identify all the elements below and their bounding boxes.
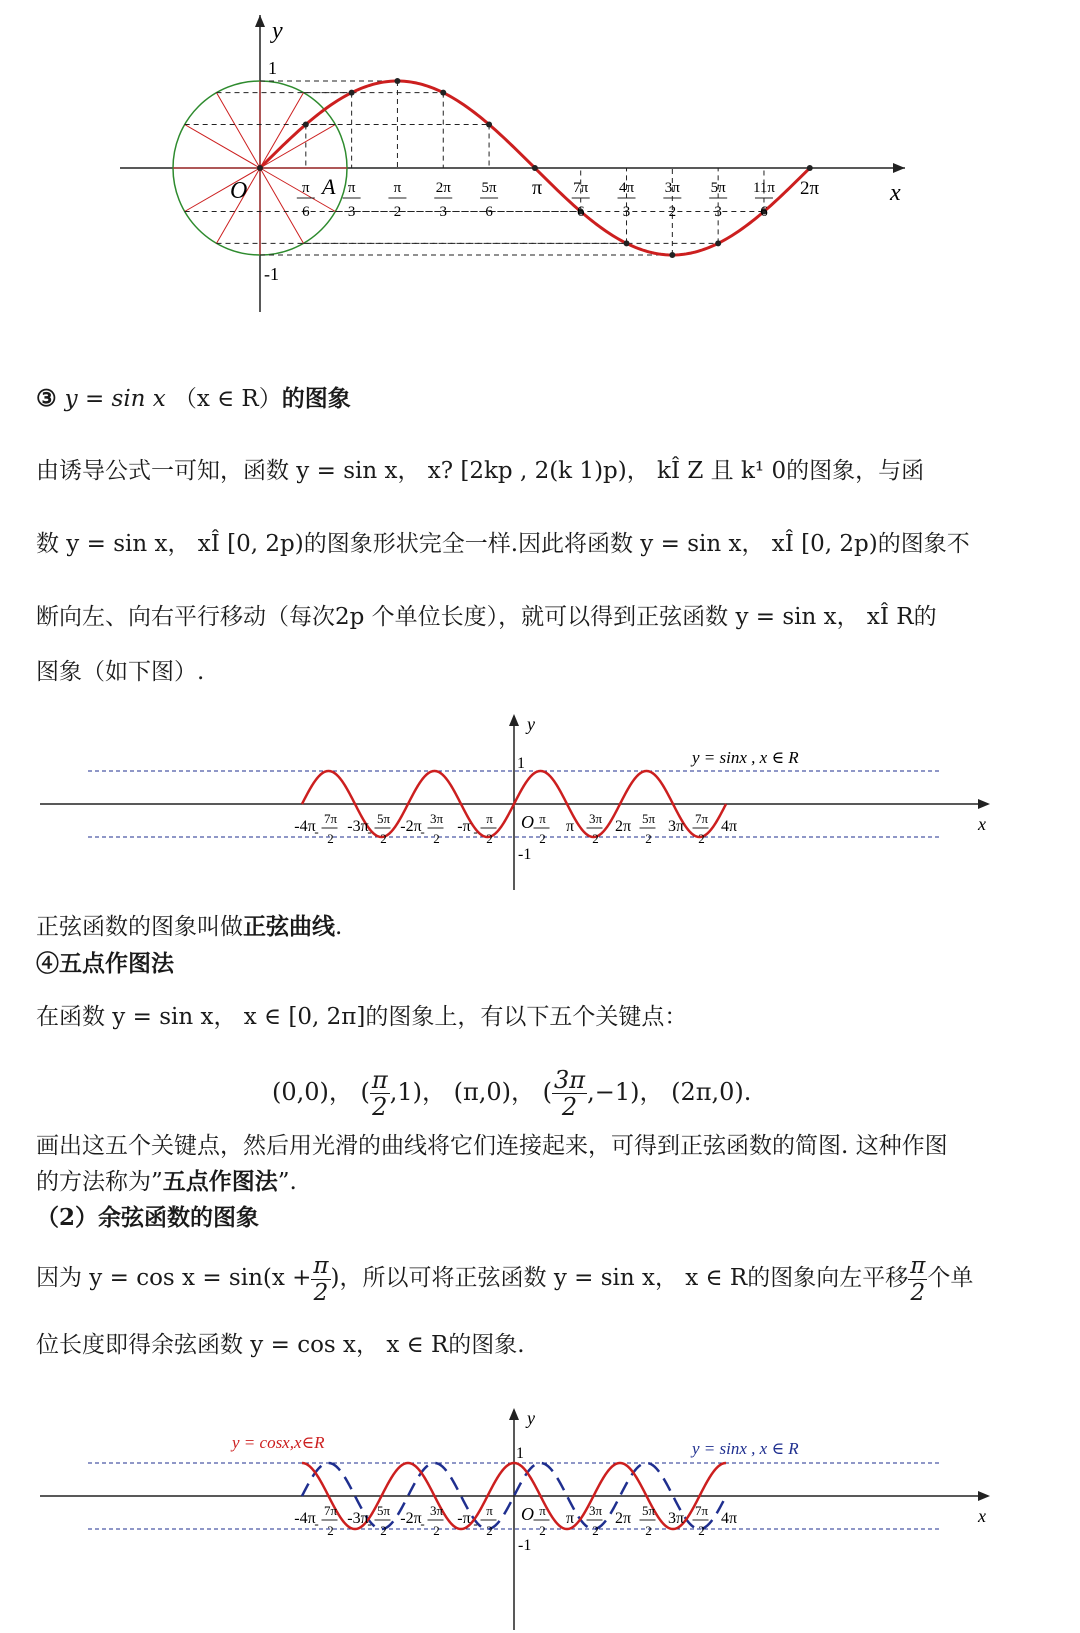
fig3-tick-den: 2 (645, 1523, 652, 1538)
fig3-tick-sign: - (473, 1516, 478, 1531)
fig2-tick-int: 2π (614, 818, 632, 835)
fig3-tick-den: 2 (698, 1523, 705, 1538)
fig1-tick-den: 6 (576, 204, 585, 220)
section3-suffix: 的图象 (281, 385, 351, 412)
fig3-tick-int: 4π (720, 1510, 738, 1527)
fig3-tick-den: 2 (327, 1523, 334, 1538)
fig2-tick-int: 3π (667, 818, 685, 835)
fig1-tick-den: 3 (714, 204, 722, 220)
fig2-tick-sign: - (314, 824, 319, 839)
fig2-y-label: y (527, 714, 535, 734)
curve-note-suffix: . (335, 914, 343, 940)
fig1-tick-den: 6 (760, 204, 768, 220)
fig2-tick-int: π (565, 818, 575, 835)
fig2-tick-int: -2π (400, 818, 422, 835)
fig2-tick-sign: - (367, 824, 372, 839)
fig2-tick-den: 2 (592, 831, 599, 846)
fig2-tick-num: 7π (323, 811, 338, 826)
fig3-legend-sin: y = sinx , x ∈ R (692, 1439, 799, 1458)
sine-curve-figure (0, 706, 1080, 896)
fig2-x-arrow (978, 799, 990, 809)
para3-line2-bold: 五点作图法 (162, 1168, 278, 1195)
para2-line1: 在函数 y = sin x， x ∈ [0, 2π]的图象上，有以下五个关键点： (36, 1004, 688, 1030)
fig2-legend: y = sinx , x ∈ R (692, 748, 799, 767)
para4-fraction-1 (311, 1253, 330, 1306)
fig2-tick-den: 2 (380, 831, 387, 846)
section4-heading: ④五点作图法 (36, 950, 174, 977)
fig2-one-label: 1 (517, 755, 525, 772)
fig3-x-label: x (978, 1506, 986, 1526)
fig3-tick-sign: - (367, 1516, 372, 1531)
fig1-tick-den: 2 (668, 204, 677, 220)
section2-heading: （2）余弦函数的图象 (36, 1204, 260, 1231)
key-point-2-den: 2 (372, 1093, 388, 1121)
fig1-tick-den: 2 (393, 204, 402, 220)
fig1-tick-num: π (347, 180, 356, 196)
fig1-two-pi-label: 2π (800, 178, 820, 199)
curve-note (36, 912, 342, 942)
para4-line1-a: 因为 y = cos x = sin(x + (36, 1265, 312, 1291)
para4-fraction-1-num: π (313, 1252, 329, 1279)
fig1-curve-point (807, 165, 813, 171)
para4-line1-c: 个单 (927, 1265, 974, 1291)
fig2-y-arrow (509, 714, 519, 726)
fig1-origin-label: O (230, 178, 248, 204)
fig3-tick-num: 3π (588, 1503, 603, 1518)
fig3-tick-den: 2 (539, 1523, 546, 1538)
fig1-tick-den: 3 (622, 204, 631, 220)
fig1-curve-point (669, 252, 675, 258)
para4-fraction-2-den: 2 (910, 1279, 926, 1306)
fig3-tick-num: 5π (376, 1503, 391, 1518)
fig1-tick-num: 4π (618, 180, 635, 196)
key-point-4-fraction (552, 1067, 587, 1120)
para1-line4: 图象（如下图）. (36, 659, 205, 685)
fig3-tick-num: π (539, 1503, 546, 1518)
fig1-tick-den: 6 (485, 204, 493, 220)
fig1-point-a-label: A (322, 174, 336, 199)
para1-line3: 断向左、向右平行移动（每次2p 个单位长度），就可以得到正弦函数 y = sin x， xÎ R的 (36, 604, 937, 630)
curve-note-bold: 正弦曲线 (243, 913, 335, 940)
fig1-curve-point (715, 240, 721, 246)
fig1-curve-point (532, 165, 538, 171)
fig1-tick-num: π (302, 180, 310, 196)
fig3-tick-den: 2 (486, 1523, 493, 1538)
fig1-tick-den: 3 (439, 204, 448, 220)
fig1-y-label: y (272, 18, 283, 44)
fig2-tick-sign: - (420, 824, 425, 839)
fig2-tick-num: 3π (429, 811, 444, 826)
section3-formula: y = sin x (64, 386, 166, 412)
fig1-one-label: 1 (268, 58, 277, 78)
fig3-tick-int: π (565, 1510, 575, 1527)
curve-note-prefix: 正弦函数的图象叫做 (36, 914, 243, 940)
para4-line1-b: )，所以可将正弦函数 y = sin x， x ∈ R的图象向左平移 (330, 1265, 909, 1291)
fig1-tick-num: 5π (481, 180, 497, 196)
fig3-one-label: 1 (516, 1445, 524, 1462)
fig1-pi-label: π (532, 177, 543, 199)
fig2-origin-label: O (521, 812, 534, 832)
fig3-y-label: y (527, 1408, 535, 1428)
key-point-4-open: ( (542, 1078, 553, 1106)
para4-fraction-1-den: 2 (313, 1279, 329, 1306)
key-point-4-den: 2 (561, 1093, 578, 1121)
fig1-curve-point (440, 90, 446, 96)
fig1-radius (217, 93, 261, 168)
fig3-tick-int: 3π (667, 1510, 685, 1527)
fig1-curve-point (257, 165, 263, 171)
fig1-curve-point (349, 90, 355, 96)
section3-domain: （x ∈ R） (173, 386, 282, 412)
fig2-tick-int: 4π (720, 818, 738, 835)
fig3-tick-num: 3π (429, 1503, 444, 1518)
para1-line1: 由诱导公式一可知，函数 y = sin x， x? [2kp , 2(k 1)p)， kÎ Z 且 k¹ 0的图象，与函 (36, 458, 925, 484)
key-points (272, 1060, 751, 1124)
key-point-4-num: 3π (554, 1066, 586, 1094)
fig2-tick-num: 5π (376, 811, 391, 826)
fig3-tick-den: 2 (380, 1523, 387, 1538)
fig2-x-label: x (978, 814, 986, 834)
fig2-tick-den: 2 (539, 831, 546, 846)
para3-line2-suffix: ”. (277, 1169, 297, 1195)
fig1-tick-num: 5π (710, 180, 726, 196)
fig2-tick-num: 7π (694, 811, 709, 826)
fig3-tick-num: π (486, 1503, 493, 1518)
para3-line2 (36, 1167, 297, 1197)
fig3-origin-label: O (521, 1504, 534, 1524)
fig1-curve-point (394, 78, 400, 84)
fig1-tick-num: 7π (573, 180, 589, 196)
fig1-radius (260, 168, 304, 243)
fig1-curve-point (624, 240, 630, 246)
fig1-y-arrow (255, 15, 265, 27)
fig2-tick-den: 2 (433, 831, 440, 846)
fig3-legend-cos: y = cosx,x∈R (232, 1433, 325, 1452)
fig1-x-arrow (893, 163, 905, 173)
fig1-neg-one-label: -1 (264, 264, 279, 284)
fig3-tick-num: 5π (641, 1503, 656, 1518)
para4-fraction-2 (908, 1253, 927, 1306)
fig2-tick-den: 2 (327, 831, 334, 846)
section3-number: ③ (36, 385, 57, 412)
para3-line2-prefix: 的方法称为” (36, 1169, 163, 1195)
fig2-tick-den: 2 (645, 831, 652, 846)
fig1-tick-den: 6 (302, 204, 310, 220)
fig3-tick-sign: - (420, 1516, 425, 1531)
key-point-2-num: π (371, 1066, 388, 1094)
fig2-tick-num: π (486, 811, 493, 826)
fig1-tick-den: 3 (347, 204, 356, 220)
fig2-tick-sign: - (473, 824, 478, 839)
key-point-1: (0,0)， (272, 1078, 353, 1106)
fig2-tick-int: -4π (294, 818, 316, 835)
unit-circle-sine-figure (0, 0, 1080, 330)
key-point-4-close: ,−1)， (587, 1078, 664, 1106)
fig1-x-label: x (890, 180, 901, 206)
fig3-neg-one-label: -1 (518, 1537, 532, 1554)
key-point-5: (2π,0). (671, 1078, 752, 1106)
fig2-tick-num: π (539, 811, 546, 826)
para3-line1: 画出这五个关键点，然后用光滑的曲线将它们连接起来，可得到正弦函数的简图. 这种作图 (36, 1133, 948, 1159)
fig2-tick-den: 2 (698, 831, 705, 846)
fig3-tick-int: -3π (347, 1510, 369, 1527)
fig2-tick-int: -3π (347, 818, 369, 835)
section3-heading (36, 384, 351, 414)
fig1-curve-point (303, 122, 309, 128)
fig3-tick-int: -π (457, 1510, 471, 1527)
fig1-tick-num: 2π (435, 180, 451, 196)
key-point-2-open: ( (360, 1078, 370, 1106)
fig3-tick-int: -4π (294, 1510, 316, 1527)
fig3-x-arrow (978, 1491, 990, 1501)
fig1-tick-num: 11π (752, 180, 775, 196)
fig2-tick-int: -π (457, 818, 471, 835)
fig3-tick-den: 2 (433, 1523, 440, 1538)
fig3-tick-sign: - (314, 1516, 319, 1531)
para4-line2: 位长度即得余弦函数 y = cos x， x ∈ R的图象. (36, 1332, 525, 1358)
fig1-radius (185, 168, 260, 212)
key-point-2-close: ,1)， (389, 1078, 446, 1106)
fig3-tick-num: 7π (694, 1503, 709, 1518)
fig1-tick-num: π (393, 180, 402, 196)
cosine-sine-figure (0, 1400, 1080, 1633)
fig2-tick-num: 5π (641, 811, 656, 826)
fig1-curve-point (486, 122, 492, 128)
key-point-3: (π,0)， (453, 1078, 536, 1106)
fig2-neg-one-label: -1 (518, 846, 532, 863)
fig3-y-arrow (509, 1408, 519, 1420)
fig1-tick-num: 3π (664, 180, 680, 196)
key-point-2-fraction (370, 1067, 390, 1120)
para4-line1 (36, 1246, 973, 1310)
fig3-tick-int: -2π (400, 1510, 422, 1527)
fig1-radius (185, 125, 260, 169)
fig3-tick-den: 2 (592, 1523, 599, 1538)
fig3-tick-num: 7π (323, 1503, 338, 1518)
para1-line2: 数 y = sin x， xÎ [0, 2p)的图象形状完全一样.因此将函数 y = sin x， xÎ [0, 2p)的图象不 (36, 531, 970, 557)
fig3-tick-int: 2π (614, 1510, 632, 1527)
fig2-tick-num: 3π (588, 811, 603, 826)
fig2-tick-den: 2 (486, 831, 493, 846)
para4-fraction-2-num: π (910, 1252, 926, 1279)
